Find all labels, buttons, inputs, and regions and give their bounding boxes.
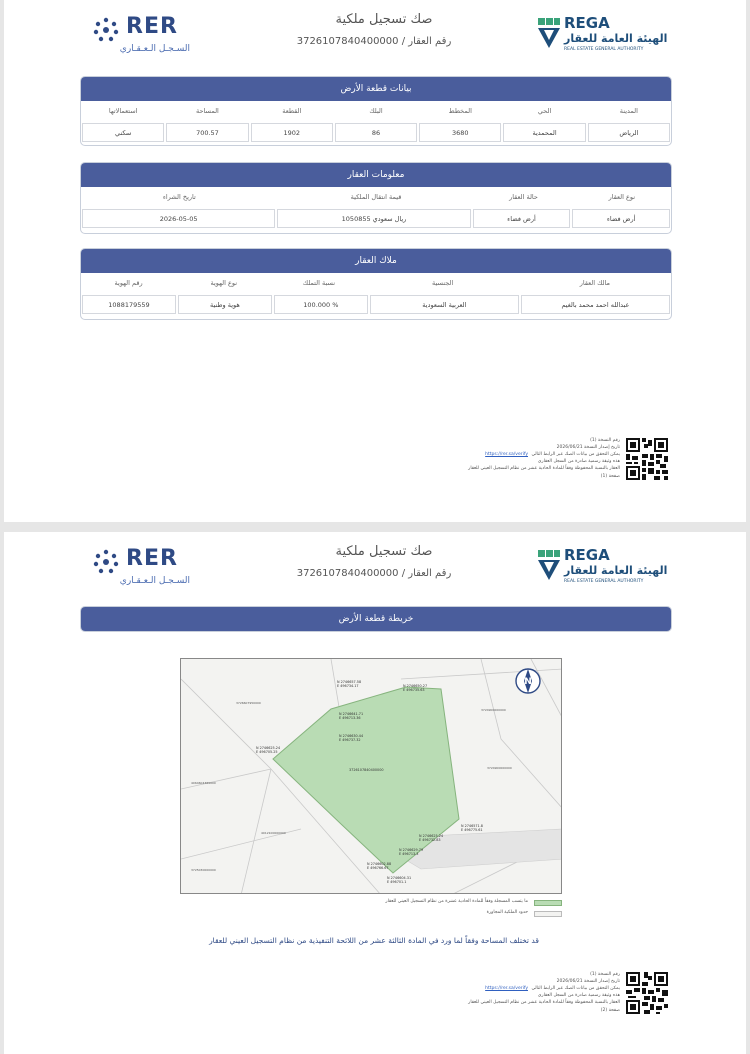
land-data-values (81, 122, 671, 143)
rega-english-name: REAL ESTATE GENERAL AUTHORITY (564, 579, 644, 584)
header-id-type: نوع الهوية (210, 279, 237, 287)
rega-arabic-name: الهيئة العامة للعقار (564, 32, 668, 45)
rer-subtitle: السـجـل الـعـقـاري (119, 576, 190, 586)
value-block: 86 (335, 123, 417, 142)
owners-headers (81, 273, 671, 294)
svg-text:3725030000000: 3725030000000 (191, 868, 216, 872)
qr-code-icon[interactable] (626, 438, 668, 480)
svg-text:3724900000000: 3724900000000 (481, 708, 506, 712)
rega-brand: REGA (564, 14, 610, 32)
map-legend (180, 899, 562, 923)
header-id-number: رقم الهوية (114, 279, 143, 287)
header-ownership-ratio: نسبة التملك (302, 279, 336, 287)
verify-link[interactable]: https://rer.sa/verify (485, 452, 528, 457)
header-owner: مالك العقار (579, 279, 611, 287)
svg-text:E 496766.67: E 496766.67 (367, 866, 389, 870)
svg-text:N 2746650.27: N 2746650.27 (403, 684, 428, 688)
footer-line: العقار بالنسبة المحفوظة وفقاً للمادة الحادية عشر من نظام التسجيل العيني للعقار (468, 466, 620, 471)
land-data-headers (81, 101, 671, 122)
owners-title: ملاك العقار (81, 249, 671, 273)
legend-item-neighbors (180, 910, 562, 919)
header-nationality: الجنسية (432, 279, 454, 287)
svg-text:E 496734.17: E 496734.17 (337, 684, 359, 688)
svg-text:E 496705.25: E 496705.25 (256, 750, 278, 754)
footer-line: رقم النسخة (1) (590, 972, 620, 977)
svg-text:N 2746629.79: N 2746629.79 (399, 848, 424, 852)
value-transfer-value: 1050855 ريال سعودي (277, 209, 470, 228)
footer-line: يمكن التحقق من بيانات الصك عبر الرابط التالي (531, 986, 620, 991)
rega-english-name: REAL ESTATE GENERAL AUTHORITY (564, 47, 644, 52)
rer-logo-icon (92, 16, 120, 44)
property-number-label: رقم العقار / (401, 568, 452, 579)
rer-logo-icon (92, 548, 120, 576)
svg-text:E 496775.61: E 496775.61 (461, 828, 483, 832)
page-number: صفحة (1) (600, 474, 620, 479)
value-id-number: 1088179559 (82, 295, 176, 314)
svg-text:N 2746641.71: N 2746641.71 (339, 712, 364, 716)
footer-line: يمكن التحقق من بيانات الصك عبر الرابط التالي (531, 452, 620, 457)
rega-logo-icon (536, 16, 562, 50)
deed-page-2 (4, 532, 746, 1054)
svg-text:3726607950000: 3726607950000 (236, 701, 261, 705)
legend-swatch (534, 911, 562, 917)
rer-brand: RER (126, 546, 178, 571)
header-area: المساحة (196, 107, 219, 115)
property-number-value: 3726107840400000 (296, 568, 399, 579)
rega-arabic-name: الهيئة العامة للعقار (564, 564, 668, 577)
value-area: 700.57 (166, 123, 248, 142)
page-header (4, 0, 746, 70)
svg-text:3726107840400000: 3726107840400000 (349, 768, 384, 772)
legend-label: ما يتسب المسجلة وفقاً للمادة الحادية عشرة من نظام التسجيل العيني للعقار (385, 899, 528, 904)
footer-line: تاريخ إصدار النسخة 2026/06/21 (556, 979, 620, 984)
compass-icon (516, 669, 540, 693)
property-info-title: معلومات العقار (81, 163, 671, 187)
verify-link[interactable]: https://rer.sa/verify (485, 986, 528, 991)
property-info-section (80, 162, 672, 234)
value-purchase-date: 2026-05-05 (82, 209, 275, 228)
footer-line: رقم النسخة (1) (590, 438, 620, 443)
svg-text:E 496713.36: E 496713.36 (339, 716, 361, 720)
page-2-footer (424, 972, 668, 1032)
land-data-title: بيانات قطعة الأرض (81, 77, 671, 101)
value-id-type: هوية وطنية (178, 295, 272, 314)
page-header (4, 532, 746, 602)
legend-swatch (534, 900, 562, 906)
header-plan: المخطط (448, 107, 472, 115)
value-plan: 3680 (419, 123, 501, 142)
property-number-value: 3726107840400000 (296, 36, 399, 47)
svg-text:N 2746630.44: N 2746630.44 (339, 734, 364, 738)
value-district: المحمدية (503, 123, 585, 142)
legend-item-registered (180, 899, 562, 908)
rer-logo (92, 12, 202, 56)
header-usage: استعمالاتها (108, 107, 138, 115)
svg-text:N 2746657.58: N 2746657.58 (337, 680, 362, 684)
value-owner: عبدالله احمد محمد بالغيم (521, 295, 670, 314)
rega-logo (534, 14, 674, 58)
page-title: صك تسجيل ملكية (335, 12, 433, 27)
rer-logo (92, 544, 202, 588)
svg-text:N 2746571.8: N 2746571.8 (461, 824, 483, 828)
value-nationality: العربية السعودية (370, 295, 519, 314)
rer-subtitle: السـجـل الـعـقـاري (119, 44, 190, 54)
svg-text:E 496737.32: E 496737.32 (339, 738, 361, 742)
footer-line: هذه وثيقة رسمية صادرة من السجل العقاري (537, 459, 620, 464)
svg-text:N 2746602.88: N 2746602.88 (367, 862, 392, 866)
header-plot: القطعة (282, 107, 302, 115)
svg-text:E 496701.1: E 496701.1 (387, 880, 407, 884)
value-property-type: أرض فضاء (572, 209, 670, 228)
svg-text:3724900000000: 3724900000000 (487, 766, 512, 770)
svg-text:N 2746625.24: N 2746625.24 (256, 746, 281, 750)
svg-text:4012100000000: 4012100000000 (261, 831, 286, 835)
svg-text:N 2746625.24: N 2746625.24 (419, 834, 444, 838)
svg-text:N: N (524, 677, 532, 687)
header-property-status: حالة العقار (509, 193, 538, 201)
svg-text:E 496735.63: E 496735.63 (403, 688, 425, 692)
rega-brand: REGA (564, 546, 610, 564)
area-disclaimer: قد تختلف المساحة وفقاً لما ورد في المادة الثالثة عشر من اللائحة التنفيذية من نظام التسجيل العيني للعقار (209, 936, 539, 945)
header-purchase-date: تاريخ الشراء (162, 193, 196, 201)
footer-line: تاريخ إصدار النسخة 2026/06/21 (556, 445, 620, 450)
page-1-footer (424, 438, 668, 498)
svg-text:E 496713.3: E 496713.3 (399, 852, 419, 856)
value-city: الرياض (588, 123, 670, 142)
header-district: الحي (537, 107, 552, 115)
value-property-status: أرض فضاء (473, 209, 571, 228)
land-data-section (80, 76, 672, 146)
header-transfer-value: قيمة انتقال الملكية (350, 193, 402, 201)
page-title: صك تسجيل ملكية (335, 544, 433, 559)
footer-line: هذه وثيقة رسمية صادرة من السجل العقاري (537, 993, 620, 998)
property-number (254, 36, 494, 47)
deed-page-1 (4, 0, 746, 522)
rega-logo (534, 546, 674, 590)
map-section-header (80, 606, 672, 632)
parcel-map-drawing (181, 659, 562, 894)
page-number: صفحة (2) (600, 1008, 620, 1013)
qr-code-icon[interactable] (626, 972, 668, 1014)
value-usage: سكني (82, 123, 164, 142)
svg-text:N 2746604.31: N 2746604.31 (387, 876, 412, 880)
property-number-label: رقم العقار / (401, 36, 452, 47)
legend-label: حدود الملكية المجاورة (486, 910, 528, 915)
rega-logo-icon (536, 548, 562, 582)
footer-line: العقار بالنسبة المحفوظة وفقاً للمادة الحادية عشر من نظام التسجيل العيني للعقار (468, 1000, 620, 1005)
map-title: خريطة قطعة الأرض (81, 607, 671, 631)
owners-section (80, 248, 672, 320)
svg-text:4064604389000: 4064604389000 (191, 781, 216, 785)
property-info-headers (81, 187, 671, 208)
value-ownership-ratio: 100.000 % (274, 295, 368, 314)
header-block: البلك (369, 107, 383, 115)
property-number (254, 568, 494, 579)
value-plot: 1902 (251, 123, 333, 142)
header-property-type: نوع العقار (608, 193, 636, 201)
parcel-map[interactable] (180, 658, 562, 894)
owners-values (81, 294, 671, 315)
header-city: المدينة (619, 107, 638, 115)
property-info-values (81, 208, 671, 229)
rer-brand: RER (126, 14, 178, 39)
svg-text:E 496732.83: E 496732.83 (419, 838, 441, 842)
